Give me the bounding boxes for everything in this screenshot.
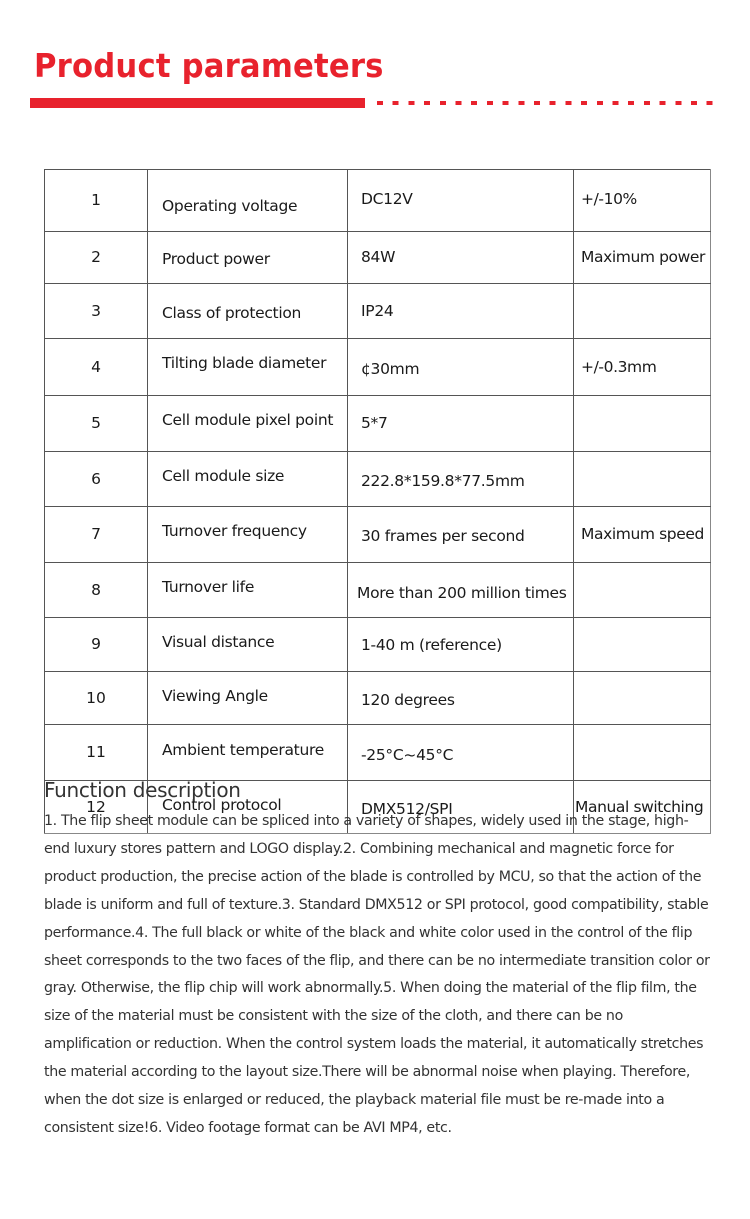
row-number: 9 (45, 618, 148, 672)
row-number: 6 (45, 451, 148, 507)
row-number: 3 (45, 284, 148, 339)
parameter-name: Viewing Angle (148, 671, 348, 725)
parameter-name: Class of protection (148, 284, 348, 339)
parameter-name: Tilting blade diameter (148, 338, 348, 396)
function-description-text: 1. The flip sheet module can be spliced into a variety of shapes, widely used in the stage, high-end luxury stores pattern and LOGO display.2. Combining mechanical and magnetic force for product production, the precise action of the blade is controlled by MCU, so that the action of the blade is uniform and full of texture.3. Standard DMX512 or SPI protocol, good compatibility, stable performance.4. The full black or white of the black and white color used in the control of the flip sheet corresponds to the two faces of the flip, and there can be no intermediate transition color or gray. Otherwise, the flip chip will work abnormally.5. When doing the material of the flip film, the size of the material must be consistent with the size of the cloth, and there can be no amplification or reduction. When the control system loads the material, it automatically stretches the material according to the layout size.There will be abnormal noise when playing. Therefore, when the dot size is enlarged or reduced, the playback material file must be re-made into a consistent size!6. Video footage format can be AVI MP4, etc. (44, 813, 710, 1136)
table-row (45, 671, 711, 725)
parameter-note: Maximum power (574, 231, 711, 284)
row-number: 4 (45, 338, 148, 396)
function-description-heading: Function description (44, 778, 241, 802)
row-number: 12 (45, 780, 148, 834)
parameter-value: 30 frames per second (348, 507, 574, 563)
parameter-name: Product power (148, 231, 348, 284)
parameter-value: 120 degrees (348, 671, 574, 725)
parameter-value: More than 200 million times (348, 562, 574, 618)
table-row (45, 451, 711, 507)
parameter-value: 1-40 m (reference) (348, 618, 574, 672)
parameters-table (44, 169, 711, 834)
parameter-value: 5*7 (348, 396, 574, 452)
table-row (45, 338, 711, 396)
function-description-section (44, 778, 714, 1143)
parameter-name: Operating voltage (148, 170, 348, 232)
parameter-note (574, 671, 711, 725)
parameter-value: DC12V (348, 170, 574, 232)
parameter-note: Maximum speed (574, 507, 711, 563)
parameter-name: Cell module pixel point (148, 396, 348, 452)
row-number: 8 (45, 562, 148, 618)
row-number: 1 (45, 170, 148, 232)
parameter-name: Control protocol (148, 780, 348, 834)
table-row (45, 618, 711, 672)
parameter-note (574, 725, 711, 781)
parameter-note (574, 618, 711, 672)
parameter-value: DMX512/SPI (348, 780, 574, 834)
table-row (45, 725, 711, 781)
parameter-name: Turnover frequency (148, 507, 348, 563)
parameter-value: 222.8*159.8*77.5mm (348, 451, 574, 507)
parameter-note (574, 284, 711, 339)
table-row (45, 507, 711, 563)
table-row (45, 284, 711, 339)
table-row (45, 170, 711, 232)
page-title: Product parameters (34, 46, 384, 85)
parameter-value: ¢30mm (348, 338, 574, 396)
parameter-name: Cell module size (148, 451, 348, 507)
parameter-value: 84W (348, 231, 574, 284)
row-number: 5 (45, 396, 148, 452)
row-number: 11 (45, 725, 148, 781)
parameter-note: Manual switching (574, 780, 711, 834)
table-row (45, 396, 711, 452)
parameter-note: +/-0.3mm (574, 338, 711, 396)
title-dotted-divider (377, 101, 722, 105)
parameter-name: Visual distance (148, 618, 348, 672)
row-number: 7 (45, 507, 148, 563)
parameter-value: IP24 (348, 284, 574, 339)
parameter-name: Turnover life (148, 562, 348, 618)
table-row (45, 562, 711, 618)
parameter-note (574, 396, 711, 452)
table-row (45, 231, 711, 284)
parameter-note: +/-10% (574, 170, 711, 232)
row-number: 2 (45, 231, 148, 284)
parameter-value: -25°C~45°C (348, 725, 574, 781)
parameter-note (574, 562, 711, 618)
title-underline-bar (30, 98, 365, 108)
parameter-note (574, 451, 711, 507)
parameter-name: Ambient temperature (148, 725, 348, 781)
row-number: 10 (45, 671, 148, 725)
